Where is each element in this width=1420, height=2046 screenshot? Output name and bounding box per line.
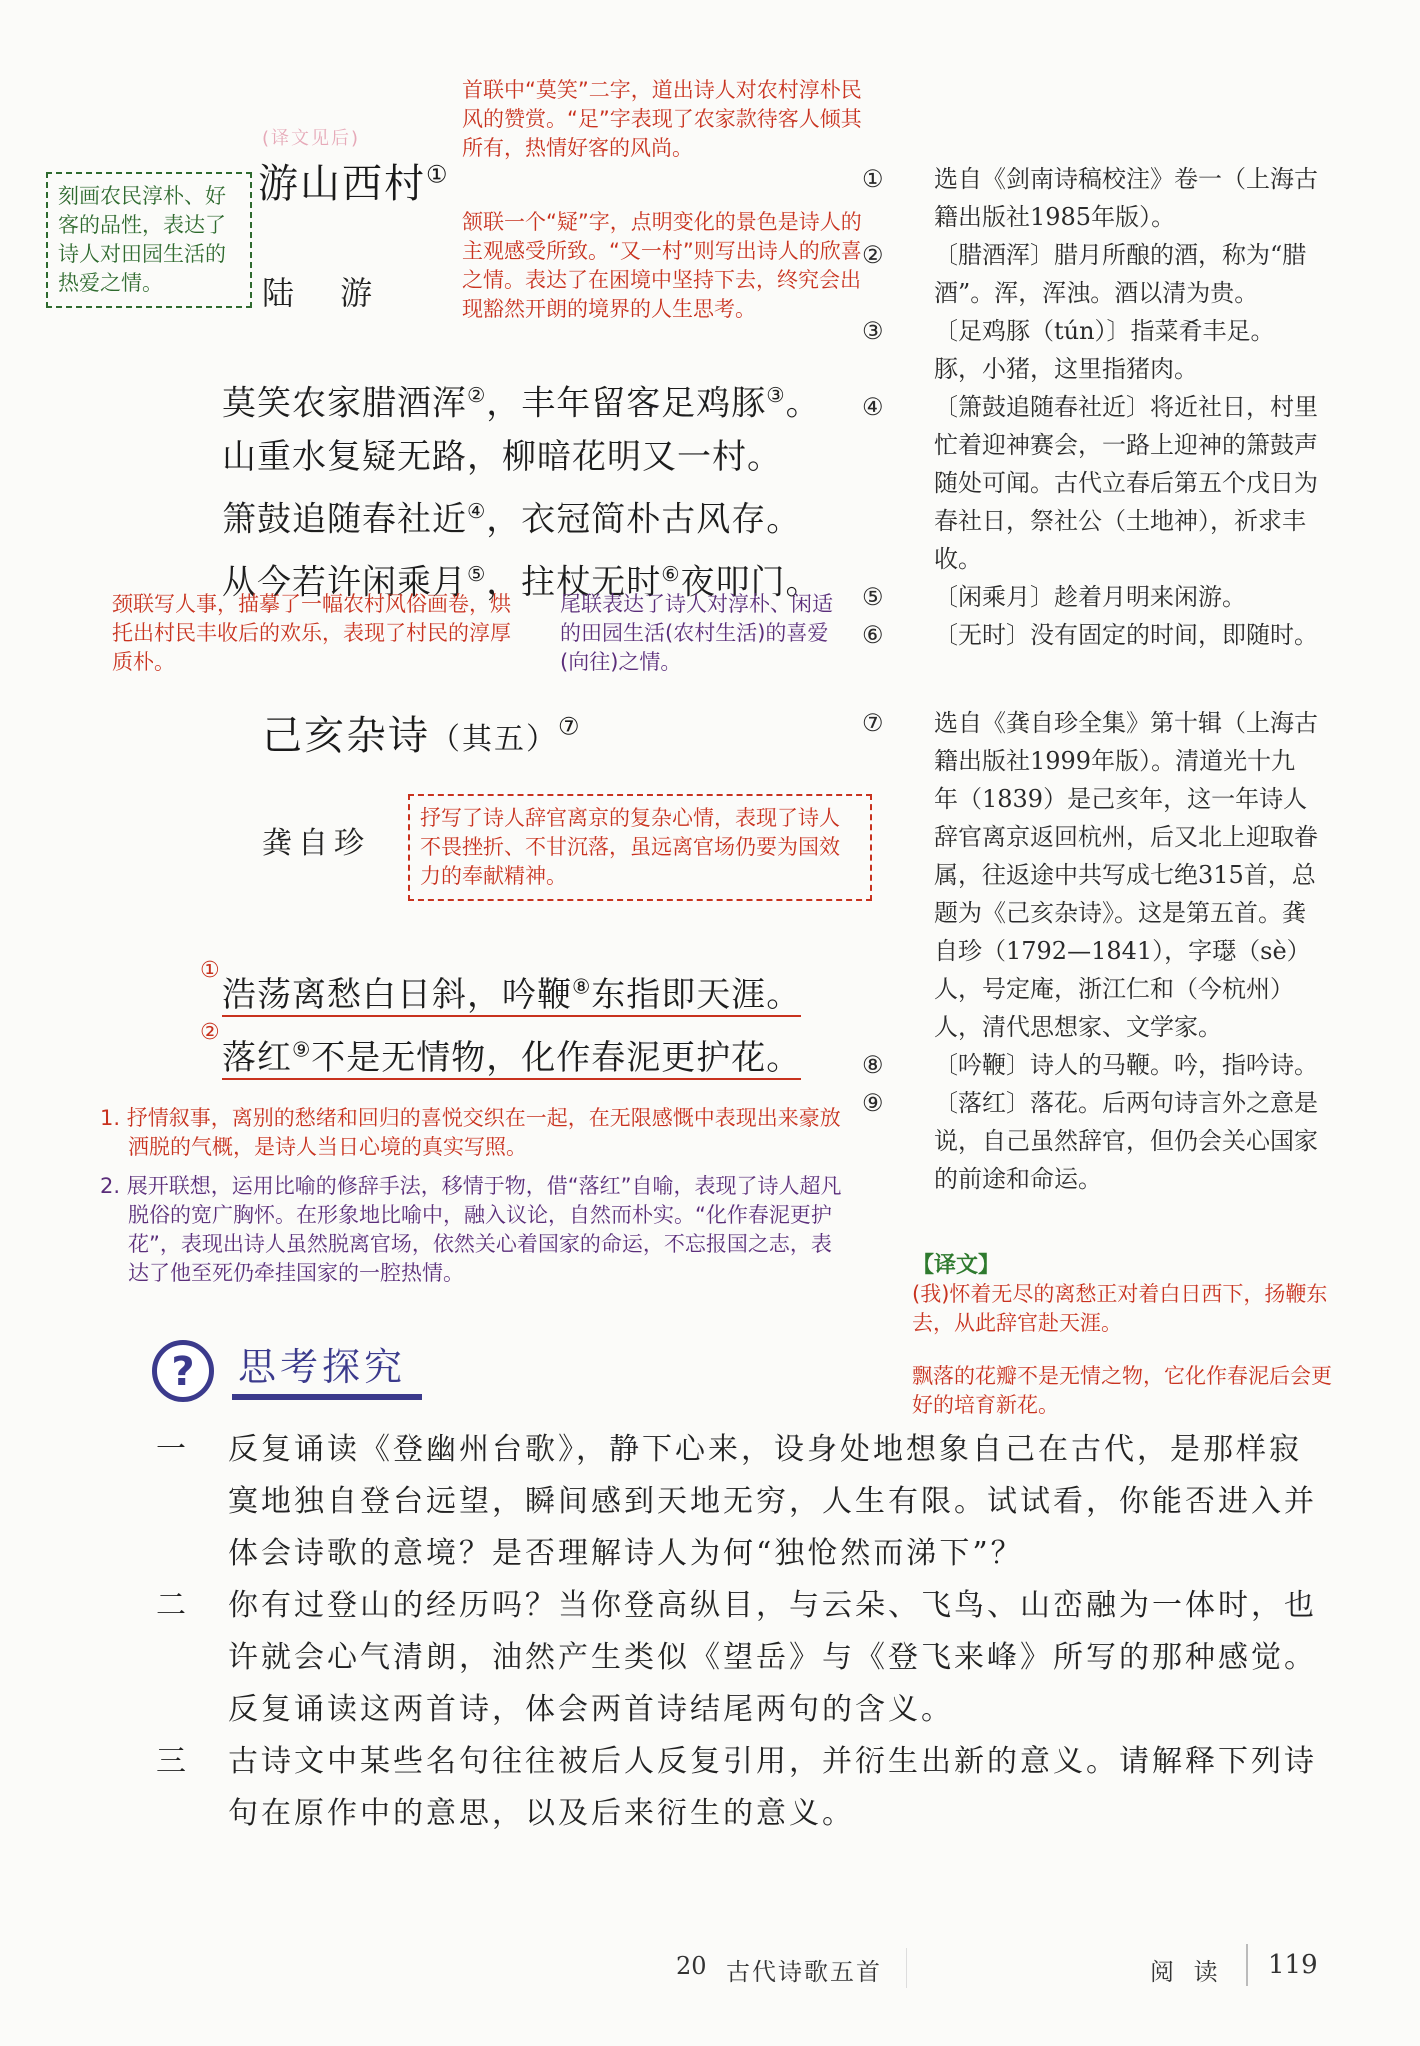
poem2-line bbox=[200, 1020, 822, 1084]
poem-text: 莫笑农家腊酒浑 bbox=[222, 383, 467, 424]
poem1-line bbox=[222, 368, 842, 430]
footnote-text: 〔落红〕落花。后两句诗言外之意是说，自己虽然辞官，但仍会关心国家的前途和命运。 bbox=[934, 1089, 1318, 1193]
footnote bbox=[862, 236, 1318, 312]
footnote bbox=[862, 616, 1318, 654]
footnote-mark: ⑤ bbox=[467, 561, 487, 586]
annotation-hanlian: 颔联一个“疑”字，点明变化的景色是诗人的主观感受所致。“又一村”则写出诗人的欣喜之情。表达了在困境中坚持下去，终究会出现豁然开朗的境界的人生思考。 bbox=[462, 210, 862, 321]
footnote bbox=[862, 1046, 1318, 1084]
question-text: 古诗文中某些名句往往被后人反复引用，并衍生出新的意义。请解释下列诗句在原作中的意思，以及后来衍生的意义。 bbox=[228, 1744, 1317, 1831]
poem-text: 落红 bbox=[222, 1037, 292, 1078]
translation-line2: 飘落的花瓣不是无情之物，它化作春泥后会更好的培育新花。 bbox=[912, 1364, 1332, 1417]
footnote-text: 选自《剑南诗稿校注》卷一（上海古籍出版社1985年版）。 bbox=[934, 165, 1318, 231]
footnote-mark: ③ bbox=[766, 383, 786, 407]
footnotes-poem2 bbox=[862, 704, 1318, 1198]
poem1-author: 陆 游 bbox=[262, 274, 391, 312]
questions-list bbox=[156, 1424, 1326, 1840]
poem2-author: 龚自珍 bbox=[262, 826, 370, 861]
annotation-jinglian: 颈联写人事，描摹了一幅农村风俗画卷，烘托出村民丰收后的欢乐，表现了村民的淳厚质朴。 bbox=[112, 592, 511, 674]
footnote bbox=[862, 704, 1318, 1046]
question-text: 你有过登山的经历吗？当你登高纵目，与云朵、飞鸟、山峦融为一体时，也许就会心气清朗，油然产生类似《望岳》与《登飞来峰》所写的那种感觉。反复诵读这两首诗，体会两首诗结尾两句的含义。 bbox=[228, 1588, 1317, 1727]
poem2-title-text: 己亥杂诗 bbox=[262, 713, 430, 759]
footer-divider-left bbox=[906, 1948, 907, 1988]
question-number: 一 bbox=[156, 1432, 189, 1467]
poem-text: 浩荡离愁白日斜，吟鞭 bbox=[222, 975, 572, 1016]
footnote-text: 选自《龚自珍全集》第十辑（上海古籍出版社1999年版）。清道光十九年（1839）是己亥年，这一年诗人辞官离京返回杭州，后又北上迎取眷属，往返途中共写成七绝315首，总题为《己亥杂诗》。这是第五首。龚自珍（1792—1841），字璱（sè）人，号定庵，浙江仁和（今杭州）人，清代思想家、文学家。 bbox=[934, 709, 1318, 1041]
handwritten-note-translation-later: (译文见后) bbox=[262, 128, 361, 149]
section-title-underline bbox=[232, 1394, 422, 1400]
footnote-number: ⑧ bbox=[862, 1051, 884, 1079]
footer-lesson-title: 古代诗歌五首 bbox=[726, 1958, 882, 1986]
question-item bbox=[156, 1424, 1326, 1580]
question-item bbox=[156, 1580, 1326, 1736]
footnote-mark: ⑧ bbox=[572, 975, 592, 999]
poem2-line1-underlined bbox=[222, 975, 801, 1017]
footnote bbox=[862, 388, 1318, 578]
poem-text: 从今若许闲乘月 bbox=[222, 561, 467, 602]
poem2-body bbox=[200, 958, 822, 1085]
footnote-text: 〔腊酒浑〕腊月所酿的酒，称为“腊酒”。浑，浑浊。酒以清为贵。 bbox=[934, 241, 1307, 307]
footnotes-poem1 bbox=[862, 160, 1318, 654]
poem1-title-text: 游山西村 bbox=[258, 161, 426, 207]
poem2-title bbox=[262, 704, 582, 761]
poem-text: 箫鼓追随春社近 bbox=[222, 499, 467, 540]
handwritten-circle-1: ① bbox=[200, 958, 221, 983]
footnote-text: 〔闲乘月〕趁着月明来闲游。 bbox=[934, 583, 1246, 611]
poem-text: ，衣冠简朴古风存。 bbox=[486, 499, 802, 540]
annotation-poem2-1: 1. 抒情叙事，离别的愁绪和回归的喜悦交织在一起，在无限感慨中表现出来豪放洒脱的气概，是诗人当日心境的真实写照。 bbox=[100, 1106, 841, 1159]
poem1-line bbox=[222, 430, 842, 484]
footnote-text: 〔足鸡豚（tún）〕指菜肴丰足。豚，小猪，这里指猪肉。 bbox=[934, 317, 1275, 383]
poem2-line bbox=[200, 958, 822, 1022]
footnote-number: ⑤ bbox=[862, 583, 884, 611]
poem-text: 东指即天涯。 bbox=[591, 975, 802, 1016]
footnote bbox=[862, 1084, 1318, 1198]
footnote-text: 〔吟鞭〕诗人的马鞭。吟，指吟诗。 bbox=[934, 1051, 1318, 1079]
footnote bbox=[862, 312, 1318, 388]
question-item bbox=[156, 1736, 1326, 1840]
footnote bbox=[862, 578, 1318, 616]
annotation-poem2-2: 2. 展开联想，运用比喻的修辞手法，移情于物，借“落红”自喻，表现了诗人超凡脱俗的宽广胸怀。在形象地比喻中，融入议论，自然而朴实。“化作春泥更护花”，表现出诗人虽然脱离官场，依然关心着国家的命运，不忘报国之志，表达了他至死仍牵挂国家的一腔热情。 bbox=[100, 1174, 842, 1285]
question-number: 三 bbox=[156, 1744, 189, 1779]
poem2-title-mark: ⑦ bbox=[558, 712, 582, 741]
poem2-line2-underlined bbox=[222, 1038, 801, 1080]
footnote-text: 〔箫鼓追随春社近〕将近社日，村里忙着迎神赛会，一路上迎神的箫鼓声随处可闻。古代立春后第五个戊日为春社日，祭社公（土地神），祈求丰收。 bbox=[934, 393, 1318, 573]
translation-label: 【译文】 bbox=[912, 1253, 1001, 1278]
translation-line1: (我)怀着无尽的离愁正对着白日西下，扬鞭东去，从此辞官赴天涯。 bbox=[912, 1282, 1328, 1335]
footer-lesson-number: 20 bbox=[676, 1952, 707, 1980]
poem-text: 山重水复疑无路，柳暗花明又一村。 bbox=[222, 437, 782, 478]
footnote-number: ① bbox=[862, 165, 884, 193]
footnote-mark: ⑥ bbox=[661, 561, 681, 586]
footnote-mark: ⑨ bbox=[292, 1037, 312, 1062]
question-number: 二 bbox=[156, 1588, 189, 1623]
question-text: 反复诵读《登幽州台歌》，静下心来，设身处地想象自己在古代，是那样寂寞地独自登台远望，瞬间感到天地无穷，人生有限。试试看，你能否进入并体会诗歌的意境？是否理解诗人为何“独怆然而涕下”？ bbox=[228, 1432, 1317, 1571]
section-header bbox=[152, 1336, 422, 1410]
section-title: 思考探究 bbox=[238, 1345, 407, 1389]
footnote-text: 〔无时〕没有固定的时间，即随时。 bbox=[934, 621, 1318, 649]
poem-text: 夜叩门。 bbox=[680, 561, 821, 602]
poem-text: 不是无情物，化作春泥更护花。 bbox=[311, 1037, 802, 1078]
poem1-line bbox=[222, 484, 842, 546]
poem-text: ，丰年留客足鸡豚 bbox=[486, 383, 767, 424]
annotation-weilian: 尾联表达了诗人对淳朴、闲适的田园生活(农村生活)的喜爱(向往)之情。 bbox=[560, 592, 833, 674]
footnote-number: ④ bbox=[862, 393, 884, 421]
question-icon: ? bbox=[152, 1340, 214, 1402]
poem-text: ，拄杖无时 bbox=[486, 561, 662, 602]
footnote-number: ② bbox=[862, 241, 884, 269]
annotation-green-box: 刻画农民淳朴、好客的品性，表达了诗人对田园生活的热爱之情。 bbox=[46, 172, 252, 308]
footnote-number: ⑨ bbox=[862, 1089, 884, 1117]
footnote bbox=[862, 160, 1318, 236]
annotation-shoulian: 首联中“莫笑”二字，道出诗人对农村淳朴民风的赞赏。“足”字表现了农家款待客人倾其所有，热情好客的风尚。 bbox=[462, 78, 862, 160]
poem1-title-mark: ① bbox=[426, 160, 450, 189]
poem1-body bbox=[222, 368, 842, 609]
poem-text: 。 bbox=[785, 383, 821, 424]
poem2-subtitle: （其五） bbox=[430, 722, 558, 757]
footer-unit: 阅 读 bbox=[1150, 1958, 1224, 1986]
footnote-number: ③ bbox=[862, 317, 884, 345]
annotation-poem2-box: 抒写了诗人辞官离京的复杂心情，表现了诗人不畏挫折、不甘沉落，虽远离官场仍要为国效力的奉献精神。 bbox=[408, 794, 872, 901]
handwritten-circle-2: ② bbox=[200, 1020, 221, 1046]
footnote-number: ⑦ bbox=[862, 709, 884, 737]
footnote-number: ⑥ bbox=[862, 621, 884, 649]
footer-divider-right bbox=[1246, 1944, 1248, 1986]
footnote-mark: ② bbox=[467, 383, 487, 407]
poem1-title bbox=[258, 152, 450, 209]
page-number: 119 bbox=[1268, 1950, 1318, 1980]
footnote-mark: ④ bbox=[467, 499, 487, 524]
